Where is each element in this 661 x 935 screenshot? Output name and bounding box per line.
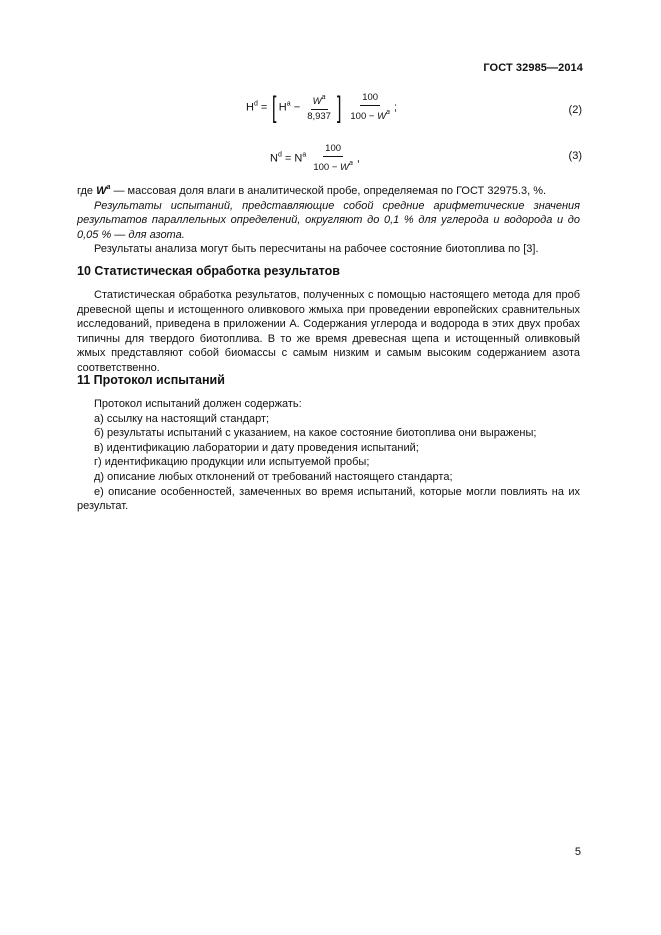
left-bracket: [: [272, 90, 277, 124]
page-number: 5: [574, 846, 581, 858]
equation-number-3: (3): [568, 150, 582, 162]
formula-2: $H^d$ = [ $H^a$ − $\frac{W^a}{8,937}$ ] $\frac{100}{100 - W^a}$ ;: [246, 90, 397, 124]
section-10-title: 10 Статистическая обработка результатов: [77, 264, 340, 278]
standard-code: ГОСТ 32985—2014: [483, 62, 583, 74]
right-bracket: ]: [336, 90, 342, 124]
section-11-body: [77, 397, 580, 514]
where-clause: где $W^a$ — массовая доля влаги в аналитической пробе, определяемая по ГОСТ 32975.3, %.: [77, 184, 547, 197]
section-11-title: 11 Протокол испытаний: [77, 373, 225, 387]
list-item: е) описание особенностей, замеченных во время испытаний, которые могли повлиять на их результат.: [77, 485, 580, 513]
fraction-100-over-100-minus-w: $\frac{100}{100 - W^a}$: [350, 92, 390, 122]
list-item: д) описание любых отклонений от требований настоящего стандарта;: [94, 470, 453, 483]
results-text: [77, 181, 580, 257]
list-item: б) результаты испытаний с указанием, на какое состояние биотоплива они выражены;: [94, 427, 537, 440]
section-11-intro: Протокол испытаний должен содержать:: [94, 398, 302, 410]
formula-3: $N^d = N^a$ $\frac{100}{100 - W^a}$ ,: [270, 143, 360, 173]
formula-3-lhs: N: [270, 152, 278, 165]
list-item: в) идентификацию лаборатории и дату проведения испытаний;: [94, 441, 419, 454]
section-10-body: [77, 288, 580, 376]
section-10-paragraph: Статистическая обработка результатов, полученных с помощью настоящего метода для проб древесной щепы и истощенного оливкового жмыха при проведении европейских сравнительных исследований, приведена в приложении А. Содержания углерода и водорода в этих двух пробах типичны для твердого биотоплива. В то же время древесная щепа и истощенный оливковый жмых представляют собой биомассы с самым низким и самым высоким содержанием азота соответственно.: [77, 289, 580, 374]
equation-number-2: (2): [568, 104, 582, 116]
list-item: г) идентификацию продукции или испытуемой пробы;: [94, 456, 370, 469]
fraction-w-over-8937: $\frac{W^a}{8,937}$: [307, 94, 331, 122]
results-paragraph: Результаты испытаний, представляющие собой средние арифметические значения результатов параллельных определений, округляют до 0,1 % для углерода и водорода и до 0,05 % — для азота.: [77, 199, 580, 241]
list-item: а) ссылку на настоящий стандарт;: [94, 412, 270, 425]
recalc-paragraph: Результаты анализа могут быть пересчитаны на рабочее состояние биотоплива по [3].: [94, 243, 539, 256]
formula-2-lhs: H: [246, 101, 254, 114]
fraction-100-over-100-minus-w-3: $\frac{100}{100 - W^a}$: [313, 143, 353, 173]
